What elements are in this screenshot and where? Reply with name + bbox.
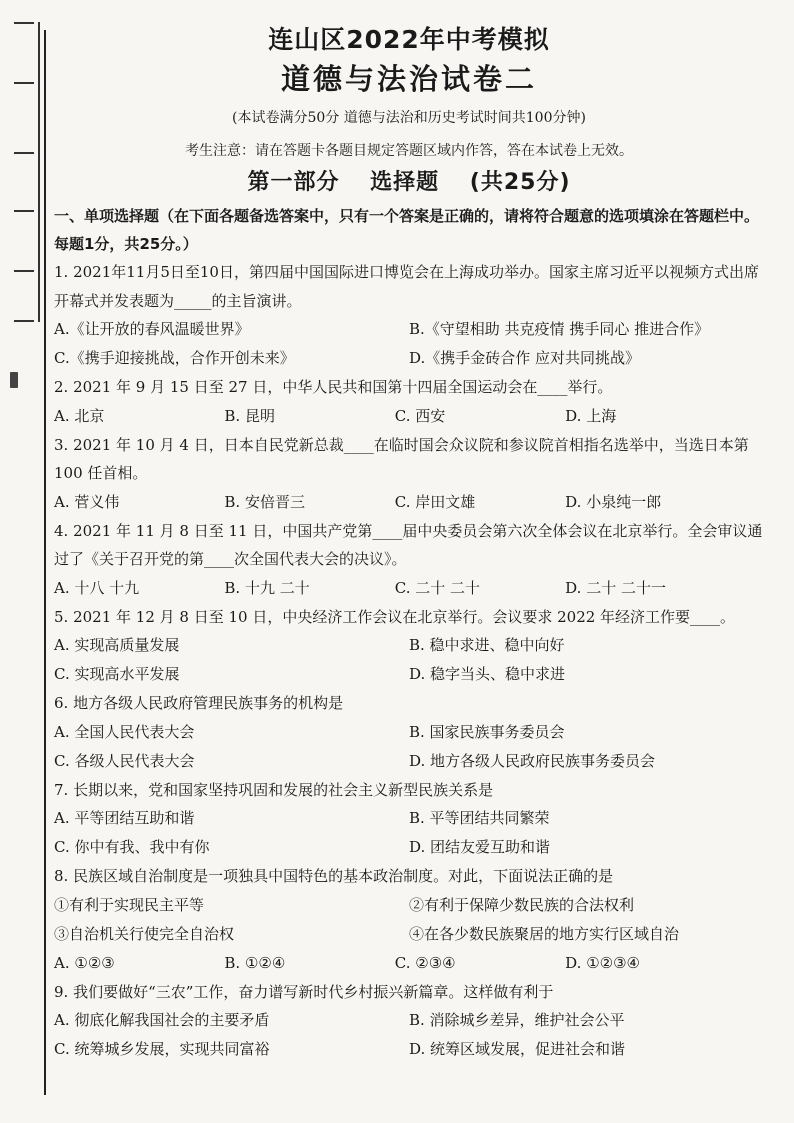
- option-row: [54, 315, 764, 344]
- statement-2: ②有利于保障少数民族的合法权利: [409, 895, 635, 914]
- exam-page: [54, 22, 764, 1064]
- option-row: [54, 488, 764, 517]
- exam-title-line1: 连山区2022年中考模拟: [268, 25, 550, 54]
- option-a: A. 十八 十九: [54, 578, 140, 597]
- question-stem: 3. 2021 年 10 月 4 日，日本自民党新总裁____在临时国会众议院和参议院首相指名选举中，当选日本第 100 任首相。: [54, 435, 749, 482]
- option-c: C. 你中有我、我中有你: [54, 838, 210, 856]
- question-3: [54, 431, 764, 517]
- option-c: C. 二十 二十: [394, 578, 481, 597]
- option-a: A. 菅义伟: [54, 492, 120, 511]
- option-a: A. 全国人民代表大会: [54, 722, 195, 741]
- question-8: [54, 862, 764, 978]
- option-b: B.《守望相助 共克疫情 携手同心 推进合作》: [409, 320, 710, 338]
- option-d: D. 稳字当头、稳中求进: [409, 665, 566, 683]
- option-row: [54, 1035, 764, 1064]
- binding-tick: [14, 320, 34, 322]
- question-7: [54, 776, 764, 863]
- option-d: D. 小泉纯一郎: [565, 492, 662, 511]
- option-c: C. 实现高水平发展: [54, 665, 180, 683]
- option-b: B. 稳中求进、稳中向好: [409, 636, 565, 654]
- option-a: A. 北京: [54, 406, 105, 425]
- option-b: B. ①②④: [224, 953, 286, 972]
- option-row: [54, 631, 764, 660]
- question-6: [54, 689, 764, 776]
- statement-1: ①有利于实现民主平等: [54, 895, 205, 914]
- option-d: D. 上海: [565, 406, 617, 425]
- binding-line: [44, 30, 46, 1095]
- question-9: [54, 978, 764, 1065]
- binding-tick: [14, 22, 34, 24]
- option-b: B. 国家民族事务委员会: [409, 722, 565, 741]
- option-c: C. 西安: [394, 406, 446, 425]
- option-d: D. 地方各级人民政府民族事务委员会: [409, 751, 656, 770]
- question-stem: 6. 地方各级人民政府管理民族事务的机构是: [54, 694, 344, 712]
- option-b: B. 昆明: [224, 406, 275, 425]
- exam-title-line2: 道德与法治试卷二: [280, 62, 537, 96]
- question-1: [54, 258, 764, 373]
- section-instructions: 一、单项选择题（在下面各题备选答案中，只有一个答案是正确的，请将符合题意的选项填涂在答题栏中。每题1分，共25分。）: [54, 207, 760, 253]
- option-row: [54, 402, 764, 431]
- question-stem: 4. 2021 年 11 月 8 日至 11 日，中国共产党第____届中央委员会第六次全体会议在北京举行。全会审议通过了《关于召开党的第____次全国代表大会的决议》。: [54, 521, 763, 568]
- option-b: B. 十九 二十: [224, 578, 310, 597]
- exam-notice: 考生注意：请在答题卡各题目规定答题区域内作答，答在本试卷上无效。: [185, 143, 633, 159]
- option-row: [54, 1006, 764, 1035]
- option-c: C. ②③④: [394, 953, 456, 972]
- option-row: [54, 747, 764, 776]
- statement-3: ③自治机关行使完全自治权: [54, 924, 235, 943]
- statement-row: [54, 891, 764, 920]
- question-stem: 8. 民族区域自治制度是一项独具中国特色的基本政治制度。对此，下面说法正确的是: [54, 867, 614, 885]
- option-row: [54, 574, 764, 603]
- option-b: B. 消除城乡差异，维护社会公平: [409, 1011, 625, 1029]
- option-a: A. 彻底化解我国社会的主要矛盾: [54, 1011, 270, 1029]
- option-d: D.《携手金砖合作 应对共同挑战》: [409, 349, 641, 367]
- question-5: [54, 603, 764, 690]
- option-d: D. 统筹区域发展，促进社会和谐: [409, 1040, 626, 1058]
- option-a: A.《让开放的春风温暖世界》: [54, 320, 250, 338]
- binding-side-mark: [10, 372, 18, 388]
- binding-vertical-rule: [38, 22, 40, 322]
- option-a: A. ①②③: [54, 953, 115, 972]
- question-stem: 5. 2021 年 12 月 8 日至 10 日，中央经济工作会议在北京举行。会议要求 2022 年经济工作要____。: [54, 607, 736, 626]
- statement-4: ④在各少数民族聚居的地方实行区域自治: [409, 924, 680, 943]
- exam-meta: (本试卷满分50分 道德与法治和历史考试时间共100分钟): [232, 110, 586, 126]
- binding-tick: [14, 270, 34, 272]
- option-row: [54, 804, 764, 833]
- option-c: C. 岸田文雄: [394, 492, 476, 511]
- binding-tick: [14, 82, 34, 84]
- question-stem: 9. 我们要做好“三农”工作，奋力谱写新时代乡村振兴新篇章。这样做有利于: [54, 982, 554, 1001]
- option-d: D. 二十 二十一: [565, 578, 666, 597]
- question-stem: 2. 2021 年 9 月 15 日至 27 日，中华人民共和国第十四届全国运动会在____举行。: [54, 378, 613, 396]
- option-d: D. 团结友爱互助和谐: [409, 838, 551, 856]
- option-c: C.《携手迎接挑战，合作开创未来》: [54, 349, 295, 367]
- option-row: [54, 949, 764, 978]
- part-title: 第一部分 选择题 (共25分): [247, 170, 571, 195]
- option-b: B. 安倍晋三: [224, 492, 305, 511]
- option-d: D. ①②③④: [565, 953, 640, 972]
- option-row: [54, 660, 764, 689]
- question-stem: 1. 2021年11月5日至10日，第四届中国国际进口博览会在上海成功举办。国家主席习近平以视频方式出席开幕式并发表题为_____的主旨演讲。: [54, 263, 759, 310]
- option-a: A. 平等团结互助和谐: [54, 809, 195, 827]
- statement-row: [54, 920, 764, 949]
- option-row: [54, 344, 764, 373]
- binding-tick: [14, 152, 34, 154]
- option-a: A. 实现高质量发展: [54, 636, 180, 654]
- option-b: B. 平等团结共同繁荣: [409, 809, 550, 827]
- question-4: [54, 517, 764, 603]
- option-row: [54, 833, 764, 862]
- option-c: C. 各级人民代表大会: [54, 751, 195, 770]
- option-c: C. 统筹城乡发展，实现共同富裕: [54, 1040, 270, 1058]
- option-row: [54, 718, 764, 747]
- question-stem: 7. 长期以来，党和国家坚持巩固和发展的社会主义新型民族关系是: [54, 780, 494, 799]
- question-2: [54, 373, 764, 431]
- binding-tick: [14, 210, 34, 212]
- binding-margin-marks: [14, 22, 36, 322]
